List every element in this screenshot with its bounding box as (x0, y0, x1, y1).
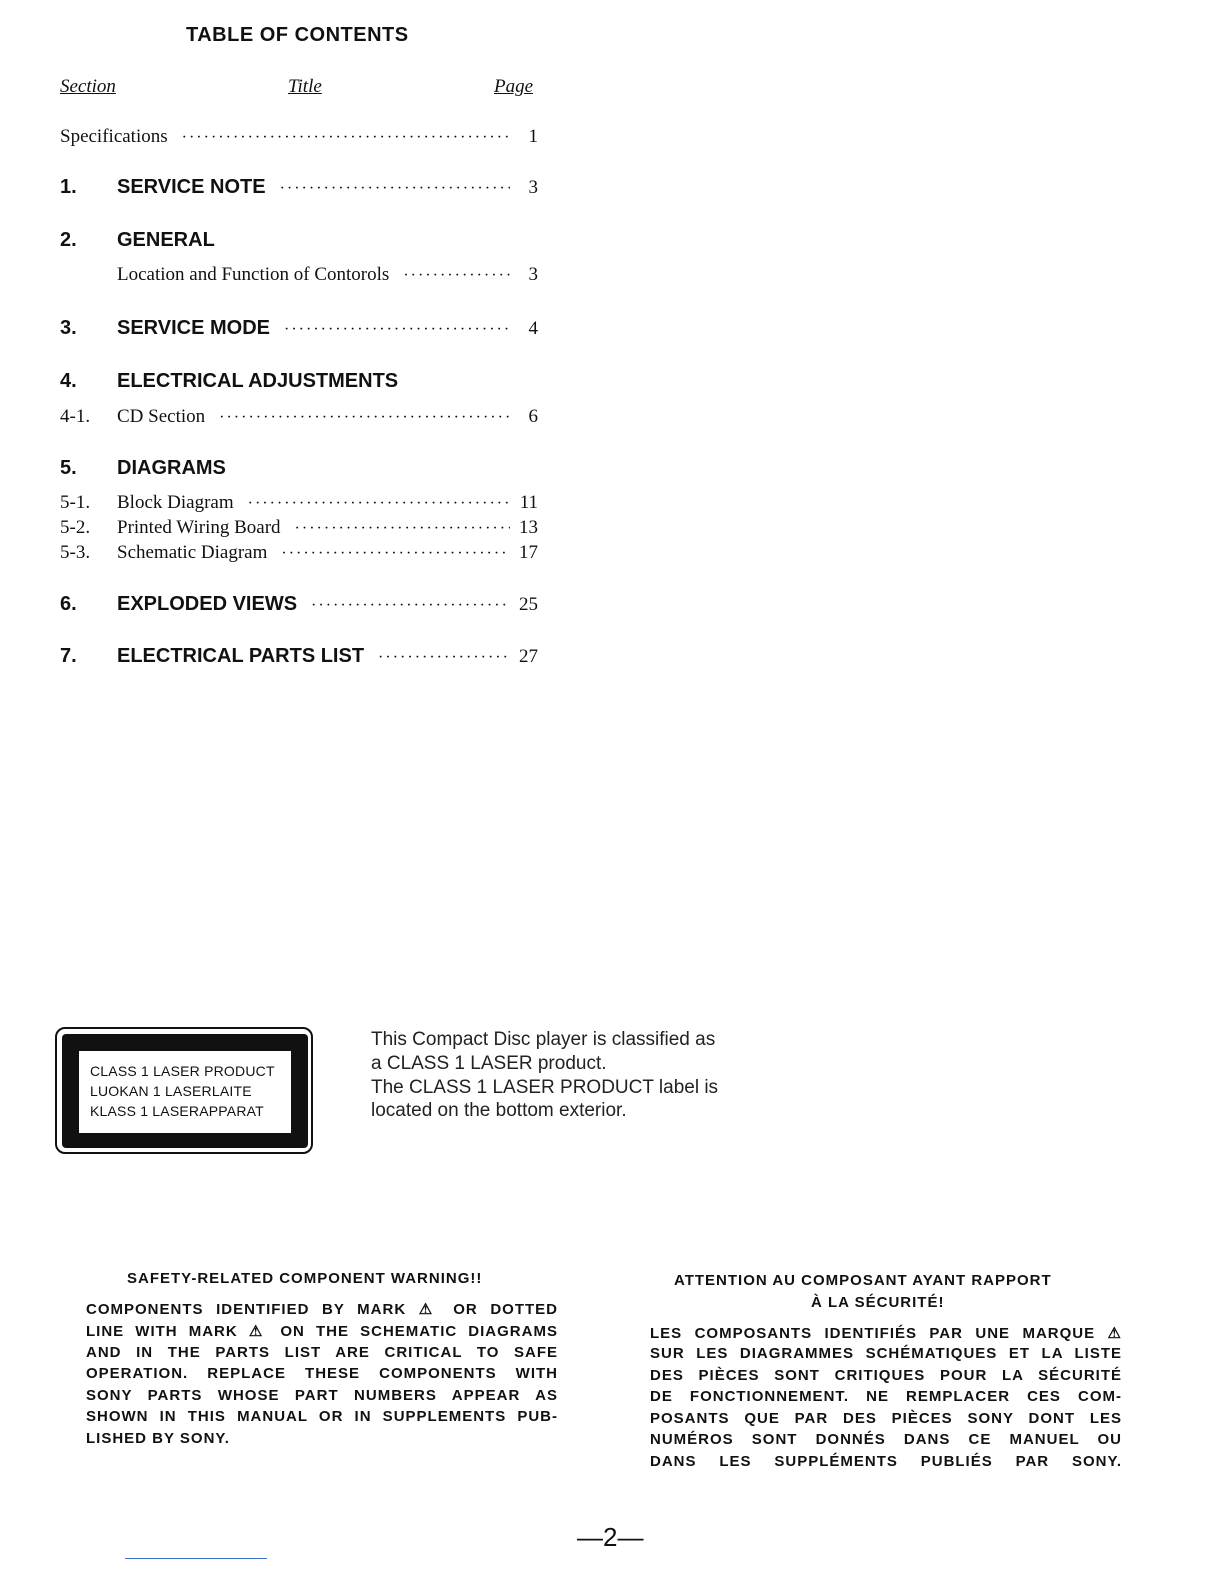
toc-number: 3. (60, 317, 77, 339)
toc-heading-diagrams (60, 457, 226, 483)
toc-number: 5-2. (60, 517, 91, 538)
warning-line-6: NUMÉROS SONT DONNÉS DANS CE MANUEL OU (650, 1431, 1122, 1448)
column-header-page: Page (494, 76, 534, 97)
toc-number: 4. (60, 370, 77, 392)
toc-label: Location and Function of Contorols (117, 264, 390, 285)
leader-dots (281, 545, 510, 563)
laser-label-line-3: KLASS 1 LASERAPPARAT (90, 1103, 264, 1119)
toc-number: 6. (60, 593, 77, 615)
leader-dots (311, 597, 510, 615)
toc-label: Printed Wiring Board (117, 517, 281, 538)
toc-entry-service-mode[interactable] (60, 317, 538, 343)
warning-line-7: DANS LES SUPPLÉMENTS PUBLIÉS PAR SONY. (650, 1453, 1122, 1470)
toc-label: Specifications (60, 126, 168, 147)
toc-label: GENERAL (117, 229, 215, 251)
toc-page: 27 (519, 646, 538, 667)
warning-line-5: POSANTS QUE PAR DES PIÈCES SONY DONT LES (650, 1410, 1122, 1427)
leader-dots (403, 267, 510, 285)
classification-line-1: This Compact Disc player is classified as (371, 1029, 716, 1050)
toc-number: 2. (60, 229, 77, 251)
toc-entry-electrical-parts-list[interactable] (60, 645, 538, 671)
toc-label: EXPLODED VIEWS (117, 593, 298, 615)
toc-heading-electrical-adjustments (60, 370, 398, 396)
toc-page: 11 (519, 492, 538, 513)
toc-label: Block Diagram (117, 492, 234, 513)
toc-entry-specifications[interactable] (60, 126, 538, 152)
leader-dots (219, 409, 510, 427)
toc-page: 3 (528, 177, 538, 198)
safety-warning-english (86, 1270, 558, 1470)
toc-label: SERVICE NOTE (117, 176, 266, 198)
classification-line-2: a CLASS 1 LASER product. (371, 1053, 607, 1074)
warning-triangle-icon: ⚠ (248, 1323, 270, 1340)
toc-entry-schematic-diagram[interactable] (60, 542, 538, 568)
toc-label: DIAGRAMS (117, 457, 226, 479)
leader-dots (284, 321, 510, 339)
warning-line-6: SHOWN IN THIS MANUAL OR IN SUPPLEMENTS PUB- (86, 1408, 558, 1425)
warning-line-4: DE FONCTIONNEMENT. NE REMPLACER CES COM- (650, 1388, 1122, 1405)
leader-dots (378, 649, 510, 667)
toc-label: CD Section (117, 406, 206, 427)
warning-line-3: DES PIÈCES SONT CRITIQUES POUR LA SÉCURITÉ (650, 1367, 1122, 1384)
toc-label: ELECTRICAL ADJUSTMENTS (117, 370, 399, 392)
toc-entry-exploded-views[interactable] (60, 593, 538, 619)
page-number: —2— (577, 1522, 644, 1552)
toc-page: 13 (519, 517, 538, 538)
toc-title: TABLE OF CONTENTS (186, 24, 409, 46)
warning-triangle-icon: ⚠ (418, 1301, 441, 1318)
warning-title: SAFETY-RELATED COMPONENT WARNING!! (127, 1270, 483, 1287)
toc-page: 1 (528, 126, 538, 147)
leader-dots (295, 520, 510, 538)
toc-number: 1. (60, 176, 77, 198)
toc-number: 7. (60, 645, 77, 667)
safety-warning-french (650, 1272, 1122, 1482)
warning-line-2: SUR LES DIAGRAMMES SCHÉMATIQUES ET LA LISTE (650, 1345, 1122, 1362)
warning-line-7: LISHED BY SONY. (86, 1430, 230, 1447)
warning-line-5: SONY PARTS WHOSE PART NUMBERS APPEAR AS (86, 1387, 558, 1404)
warning-line-1: COMPONENTS IDENTIFIED BY MARK ⚠ OR DOTTED (86, 1301, 558, 1318)
toc-label: ELECTRICAL PARTS LIST (117, 645, 365, 667)
leader-dots (182, 129, 510, 147)
warning-line-4: OPERATION. REPLACE THESE COMPONENTS WITH (86, 1365, 558, 1382)
toc-entry-block-diagram[interactable] (60, 492, 538, 518)
toc-page: 6 (528, 406, 538, 427)
warning-triangle-icon: ⚠ (1107, 1325, 1122, 1342)
toc-entry-service-note[interactable] (60, 176, 538, 202)
warning-title-line-1: ATTENTION AU COMPOSANT AYANT RAPPORT (674, 1272, 1052, 1289)
warning-line-3: AND IN THE PARTS LIST ARE CRITICAL TO SAFE (86, 1344, 558, 1361)
laser-label-line-1: CLASS 1 LASER PRODUCT (90, 1063, 275, 1079)
toc-label: SERVICE MODE (117, 317, 270, 339)
column-header-section: Section (60, 76, 116, 97)
toc-page: 3 (528, 264, 538, 285)
toc-number: 4-1. (60, 406, 91, 427)
toc-entry-cd-section[interactable] (60, 406, 538, 432)
classification-line-3: The CLASS 1 LASER PRODUCT label is (371, 1077, 719, 1098)
warning-line-2: LINE WITH MARK ⚠ ON THE SCHEMATIC DIAGRAMS (86, 1323, 558, 1340)
bottom-rule (125, 1558, 267, 1559)
leader-dots (280, 180, 510, 198)
leader-dots (248, 495, 510, 513)
toc-entry-location-function[interactable] (60, 264, 538, 290)
warning-line-1: LES COMPOSANTS IDENTIFIÉS PAR UNE MARQUE ⚠ (650, 1325, 1122, 1342)
toc-number: 5-3. (60, 542, 91, 563)
toc-page: 25 (519, 594, 538, 615)
classification-line-4: located on the bottom exterior. (371, 1100, 627, 1121)
toc-number: 5. (60, 457, 77, 479)
toc-page: 17 (519, 542, 538, 563)
toc-number: 5-1. (60, 492, 91, 513)
column-header-title: Title (288, 76, 322, 97)
laser-label-line-2: LUOKAN 1 LASERLAITE (90, 1083, 252, 1099)
toc-heading-general (60, 229, 215, 255)
warning-title-line-2: À LA SÉCURITÉ! (811, 1294, 945, 1311)
toc-page: 4 (528, 318, 538, 339)
toc-entry-printed-wiring-board[interactable] (60, 517, 538, 543)
toc-label: Schematic Diagram (117, 542, 268, 563)
